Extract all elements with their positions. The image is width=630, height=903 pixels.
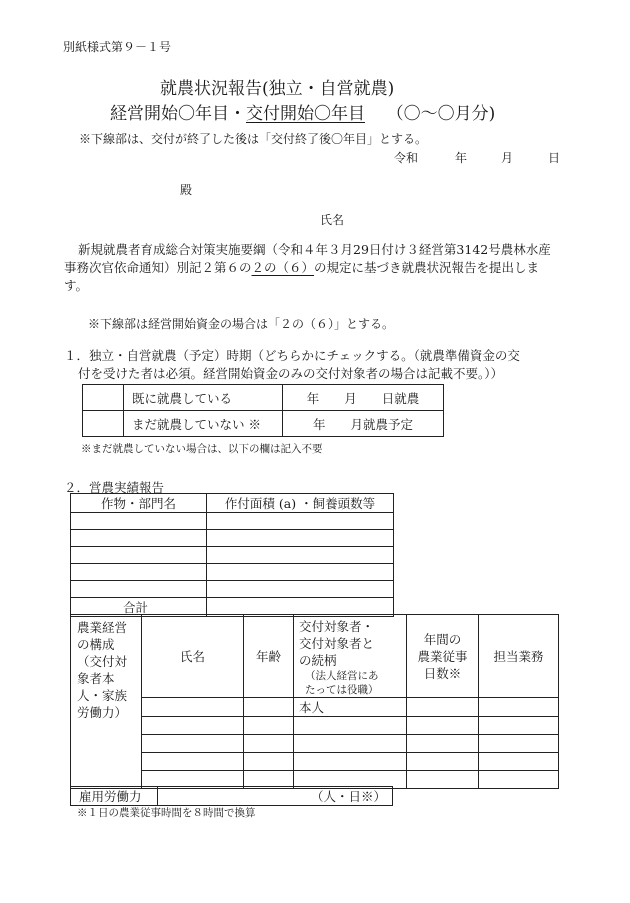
- days-cell[interactable]: [407, 771, 479, 789]
- relation-cell[interactable]: [294, 717, 407, 735]
- crop-cell[interactable]: [71, 564, 207, 581]
- hired-labor-label: 雇用労働力: [71, 787, 158, 806]
- underline-note: ※下線部は、交付が終了した後は「交付終了後〇年目」とする。: [79, 132, 428, 146]
- relation-cell[interactable]: [294, 735, 407, 753]
- days-cell[interactable]: [407, 698, 479, 717]
- duty-cell[interactable]: [479, 753, 559, 771]
- crop-cell[interactable]: [71, 581, 207, 598]
- relation-header: [294, 615, 407, 698]
- area-cell[interactable]: [207, 547, 394, 564]
- crop-row: [71, 530, 394, 547]
- already-farming-checkbox[interactable]: [83, 385, 124, 411]
- date-month: 月: [501, 151, 514, 165]
- area-cell[interactable]: [207, 564, 394, 581]
- name-cell[interactable]: [142, 698, 244, 717]
- crop-header: 作物・部門名: [71, 494, 207, 513]
- already-farming-label: 既に就農している: [124, 385, 283, 411]
- side-label-line: 象者本: [77, 671, 115, 686]
- side-label-line: （交付対: [77, 654, 128, 669]
- days-header-line: 農業従事: [417, 648, 468, 664]
- name-cell[interactable]: [142, 735, 244, 753]
- labor-row: [71, 735, 559, 753]
- area-cell[interactable]: [207, 581, 394, 598]
- body-paragraph: [64, 241, 560, 295]
- relation-cell: 本人: [294, 698, 407, 717]
- days-header-line: 年間の: [423, 631, 462, 647]
- crop-cell[interactable]: [71, 513, 207, 530]
- days-header: [407, 615, 479, 698]
- not-yet-farming-label: まだ就農していない ※: [124, 411, 283, 437]
- not-yet-farming-checkbox[interactable]: [83, 411, 124, 437]
- addressee: 殿: [180, 183, 193, 197]
- name-cell[interactable]: [142, 753, 244, 771]
- age-cell[interactable]: [244, 753, 294, 771]
- relation-note-line: たっては役職）: [305, 684, 379, 696]
- area-header: 作付面積 (a) ・飼養頭数等: [207, 494, 394, 513]
- date-era: 令和: [394, 151, 419, 165]
- date-day: 日: [548, 151, 561, 165]
- duty-cell[interactable]: [479, 735, 559, 753]
- date-year: 年: [455, 151, 468, 165]
- area-cell[interactable]: [207, 513, 394, 530]
- form-id: 別紙様式第９－１号: [63, 40, 172, 54]
- section1-heading-line2: 付を受けた者は必須。経営開始資金のみの交付対象者の場合は記載不要。））: [78, 366, 504, 381]
- section2-heading: ２．営農実績報告: [64, 480, 165, 495]
- age-cell[interactable]: [244, 735, 294, 753]
- crop-row: [71, 513, 394, 530]
- already-farming-date[interactable]: 年 月 日就農: [283, 385, 444, 411]
- section1-footnote: ※まだ就農していない場合は、以下の欄は記入不要: [81, 443, 323, 455]
- labor-row: [71, 753, 559, 771]
- name-cell[interactable]: [142, 717, 244, 735]
- duty-cell[interactable]: [479, 717, 559, 735]
- relation-cell[interactable]: [294, 753, 407, 771]
- title-part2-underlined: 交付開始〇年目: [246, 104, 365, 124]
- section2-footnote: ※１日の農業従事時間を８時間で換算: [77, 807, 256, 819]
- days-header-line: 日数※: [423, 665, 462, 681]
- side-label-line: の構成: [77, 637, 115, 652]
- name-label: 氏名: [320, 213, 345, 227]
- hired-labor-cell[interactable]: [158, 787, 393, 806]
- crop-table: [70, 493, 394, 617]
- crop-cell[interactable]: [71, 547, 207, 564]
- planned-farming-date[interactable]: 年 月就農予定: [283, 411, 444, 437]
- startup-timing-table: [82, 384, 444, 437]
- startup-note: ※下線部は経営開始資金の場合は「２の（６）」とする。: [88, 317, 395, 331]
- side-label-line: 人・家族: [77, 688, 128, 703]
- title-part3: （〇～〇月分): [386, 104, 496, 124]
- days-cell[interactable]: [407, 735, 479, 753]
- relation-header-line: の続柄: [299, 653, 337, 668]
- hired-labor-unit: （人・日※）: [310, 789, 386, 804]
- age-header: 年齢: [244, 615, 294, 698]
- hired-labor-table: [70, 786, 393, 806]
- labor-row: [71, 698, 559, 717]
- title-line2: [110, 99, 495, 124]
- area-cell[interactable]: [207, 530, 394, 547]
- days-cell[interactable]: [407, 753, 479, 771]
- title-line1: 就農状況報告(独立・自営就農): [160, 79, 395, 99]
- labor-table: [70, 614, 559, 789]
- side-label-line: 労働力）: [77, 705, 128, 720]
- name-header: 氏名: [142, 615, 244, 698]
- duty-cell[interactable]: [479, 698, 559, 717]
- days-cell[interactable]: [407, 717, 479, 735]
- side-label-line: 農業経営: [77, 620, 128, 635]
- total-label: 合計: [71, 598, 207, 617]
- crop-row: [71, 547, 394, 564]
- labor-row: [71, 717, 559, 735]
- crop-row: [71, 581, 394, 598]
- relation-note-line: （法人経営にあ: [305, 670, 379, 682]
- crop-cell[interactable]: [71, 530, 207, 547]
- body-part1: 新規就農者育成総合対策実施要綱（令和４年３月29日付け３経営第3142号農林水産事務次官依命通知）別記２第６の: [64, 242, 551, 275]
- labor-side-label: [71, 615, 142, 789]
- age-cell[interactable]: [244, 698, 294, 717]
- age-cell[interactable]: [244, 717, 294, 735]
- title-part1: 経営開始〇年目・: [110, 104, 246, 124]
- body-underlined: ２の（６）: [251, 260, 315, 275]
- crop-row: [71, 564, 394, 581]
- section1-heading-line1: １．独立・自営就農（予定）時期（どちらかにチェックする。（就農準備資金の交: [64, 348, 520, 363]
- duty-cell[interactable]: [479, 771, 559, 789]
- body-part2: の規定に基づき就農状況報告を提出します。: [64, 260, 540, 293]
- relation-header-line: 交付対象者・: [299, 619, 375, 634]
- relation-header-line: 交付対象者と: [299, 636, 375, 651]
- duty-header: 担当業務: [479, 615, 559, 698]
